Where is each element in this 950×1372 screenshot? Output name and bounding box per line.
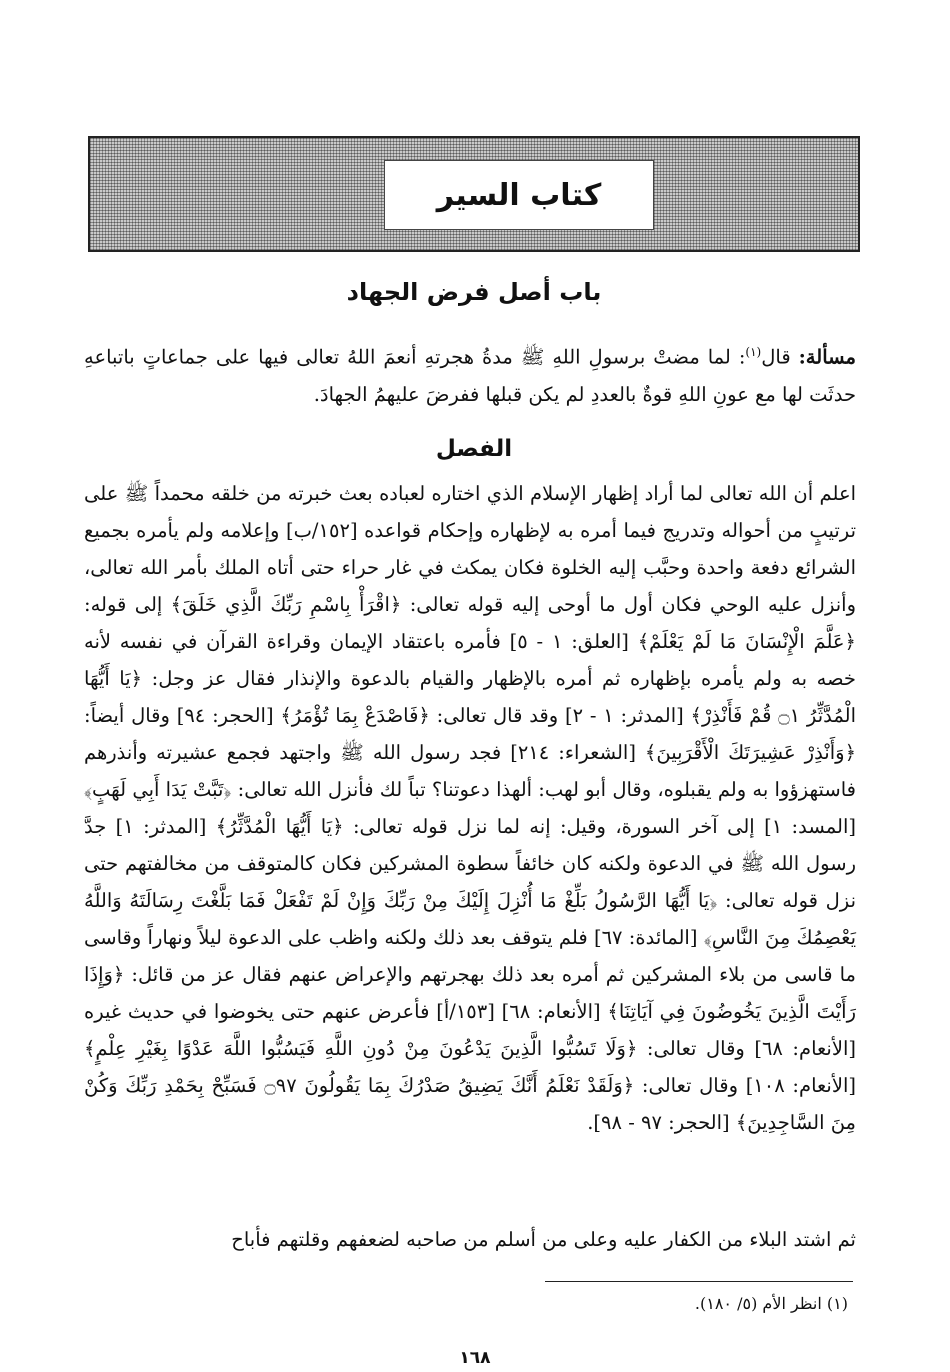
banner-title-plate [384, 160, 654, 230]
chapter-heading: باب أصل فرض الجهاد [346, 278, 602, 306]
section-heading: الفصل [435, 436, 513, 462]
masala-qal: قال [761, 345, 791, 369]
masala-paragraph [84, 334, 856, 413]
main-paragraph: اعلم أن الله تعالى لما أراد إظهار الإسلام الذي اختاره لعباده بعث خبرته من خلقه محمداً ﷺ على ترتيبٍ من أحواله وتدريج فيما أمره به لإظهاره وإحكام قواعده [١٥٢/ب] وإعلامه ولم يأمره بجميع الشرائع دفعة واحدة وحبَّب إليه الخلوة فكان يمكث في غار حراء حتى أتاه الملك بأمر الله تعالى، وأنزل عليه الوحي فكان أول ما أوحى إليه قوله تعالى: ﴿اقْرَأْ بِاسْمِ رَبِّكَ الَّذِي خَلَقَ﴾ إلى قوله: ﴿عَلَّمَ الْإِنْسَانَ مَا لَمْ يَعْلَمْ﴾ [العلق: ١ - ٥] فأمره باعتقاد الإيمان وقراءة القرآن في نفسه لأنه خصه به ولم يأمره بإظهاره ثم أمره بالإظهار والقيام بالدعوة والإنذار فقال عز وجل: ﴿يَا أَيُّهَا الْمُدَّثِّرُ ۝١ قُمْ فَأَنْذِرْ﴾ [المدثر: ١ - ٢] وقد قال تعالى: ﴿فَاصْدَعْ بِمَا تُؤْمَرُ﴾ [الحجر: ٩٤] وقال أيضاً: ﴿وَأَنْذِرْ عَشِيرَتَكَ الْأَقْرَبِينَ﴾ [الشعراء: ٢١٤] فجد رسول الله ﷺ واجتهد فجمع عشيرته وأنذرهم فاستهزؤوا به ولم يقبلوه، وقال أبو لهب: ألهذا دعوتنا؟ تباً لك فأنزل الله تعالى: ﴿تَبَّتْ يَدَا أَبِي لَهَبٍ﴾ [المسد: ١] إلى آخر السورة، وقيل: إنه لما نزل قوله تعالى: ﴿يَا أَيُّهَا الْمُدَّثِّرُ﴾ [المدثر: ١] جدَّ رسول الله ﷺ في الدعوة ولكنه كان خائفاً سطوة المشركين فكان كالمتوقف من مخالفتهم حتى نزل قوله تعالى: ﴿يَا أَيُّهَا الرَّسُولُ بَلِّغْ مَا أُنْزِلَ إِلَيْكَ مِنْ رَبِّكَ وَإِنْ لَمْ تَفْعَلْ فَمَا بَلَّغْتَ رِسَالَتَهُ وَاللَّهُ يَعْصِمُكَ مِنَ النَّاسِ﴾ [المائدة: ٦٧] فلم يتوقف بعد ذلك ولكنه واظب على الدعوة ليلاً ونهاراً وقاسى ما قاسى من بلاء المشركين ثم أمره بعد ذلك بهجرتهم والإعراض عنهم فقال عز من قائل: ﴿وَإِذَا رَأَيْتَ الَّذِينَ يَخُوضُونَ فِي آيَاتِنَا﴾ [الأنعام: ٦٨] [١٥٣/أ] فأعرض عنهم حتى يخوضوا في حديث غيره [الأنعام: ٦٨] وقال تعالى: ﴿وَلَا تَسُبُّوا الَّذِينَ يَدْعُونَ مِنْ دُونِ اللَّهِ فَيَسُبُّوا اللَّهَ عَدْوًا بِغَيْرِ عِلْمٍ﴾ [الأنعام: ١٠٨] وقال تعالى: ﴿وَلَقَدْ نَعْلَمُ أَنَّكَ يَضِيقُ صَدْرُكَ بِمَا يَقُولُونَ ۝٩٧ فَسَبِّحْ بِحَمْدِ رَبِّكَ وَكُنْ مِنَ السَّاجِدِينَ﴾ [الحجر: ٩٧ - ٩٨]. [84, 482, 857, 1134]
footnote: (١) انظر الأم (٥/ ١٨٠). [694, 1294, 848, 1313]
closing-paragraph: ثم اشتد البلاء من الكفار عليه وعلى من أسلم من صاحبه لضعفهم وقلتهم فأباح [231, 1228, 856, 1251]
footnote-reference: (١) [745, 345, 762, 359]
page-number: ١٦٨ [459, 1348, 491, 1368]
chapter-banner [88, 136, 860, 252]
masala-text: : لما مضتْ برسولِ اللهِ ﷺ مدةُ هجرتهِ أنعمَ اللهُ تعالى فيها على جماعاتٍ باتباعهِ حدثَت لها مع عونِ اللهِ قوةٌ بالعددِ لم يكن قبلها ففرضَ عليهمُ الجهادَ. [84, 345, 856, 406]
masala-label: مسألة: [798, 345, 856, 369]
book-title: كتاب السير [436, 177, 602, 213]
footnote-separator [545, 1281, 853, 1282]
